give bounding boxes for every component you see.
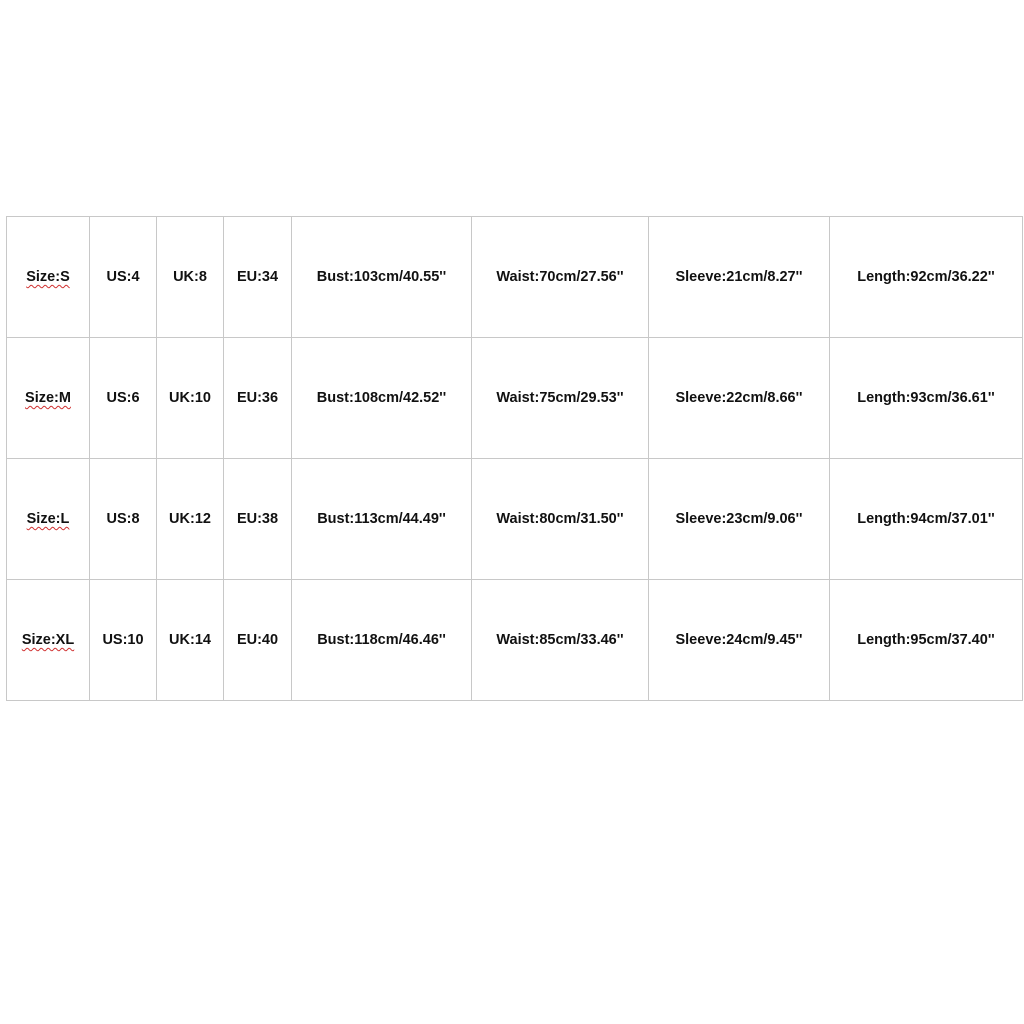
sleeve-cell: Sleeve:23cm/9.06'' xyxy=(649,459,830,580)
length-cell: Length:94cm/37.01'' xyxy=(830,459,1023,580)
us-size-cell: US:6 xyxy=(90,338,157,459)
size-cell xyxy=(7,580,90,701)
size-label: Size:S xyxy=(26,269,70,285)
us-size-cell: US:10 xyxy=(90,580,157,701)
uk-size-cell: UK:8 xyxy=(157,217,224,338)
uk-size-cell: UK:10 xyxy=(157,338,224,459)
size-row-l xyxy=(7,459,1023,580)
length-cell: Length:93cm/36.61'' xyxy=(830,338,1023,459)
sleeve-cell: Sleeve:22cm/8.66'' xyxy=(649,338,830,459)
size-cell xyxy=(7,217,90,338)
size-chart-table xyxy=(6,216,1023,701)
sleeve-cell: Sleeve:21cm/8.27'' xyxy=(649,217,830,338)
size-row-xl xyxy=(7,580,1023,701)
sleeve-cell: Sleeve:24cm/9.45'' xyxy=(649,580,830,701)
uk-size-cell: UK:12 xyxy=(157,459,224,580)
us-size-cell: US:4 xyxy=(90,217,157,338)
eu-size-cell: EU:36 xyxy=(224,338,292,459)
us-size-cell: US:8 xyxy=(90,459,157,580)
size-row-s xyxy=(7,217,1023,338)
waist-cell: Waist:75cm/29.53'' xyxy=(472,338,649,459)
waist-cell: Waist:80cm/31.50'' xyxy=(472,459,649,580)
bust-cell: Bust:113cm/44.49'' xyxy=(292,459,472,580)
eu-size-cell: EU:38 xyxy=(224,459,292,580)
length-cell: Length:92cm/36.22'' xyxy=(830,217,1023,338)
size-label: Size:L xyxy=(26,511,70,527)
size-label: Size:XL xyxy=(21,632,75,648)
length-cell: Length:95cm/37.40'' xyxy=(830,580,1023,701)
size-cell xyxy=(7,459,90,580)
size-cell xyxy=(7,338,90,459)
eu-size-cell: EU:34 xyxy=(224,217,292,338)
bust-cell: Bust:103cm/40.55'' xyxy=(292,217,472,338)
size-label: Size:M xyxy=(25,390,71,406)
waist-cell: Waist:70cm/27.56'' xyxy=(472,217,649,338)
waist-cell: Waist:85cm/33.46'' xyxy=(472,580,649,701)
bust-cell: Bust:118cm/46.46'' xyxy=(292,580,472,701)
size-row-m xyxy=(7,338,1023,459)
eu-size-cell: EU:40 xyxy=(224,580,292,701)
uk-size-cell: UK:14 xyxy=(157,580,224,701)
bust-cell: Bust:108cm/42.52'' xyxy=(292,338,472,459)
